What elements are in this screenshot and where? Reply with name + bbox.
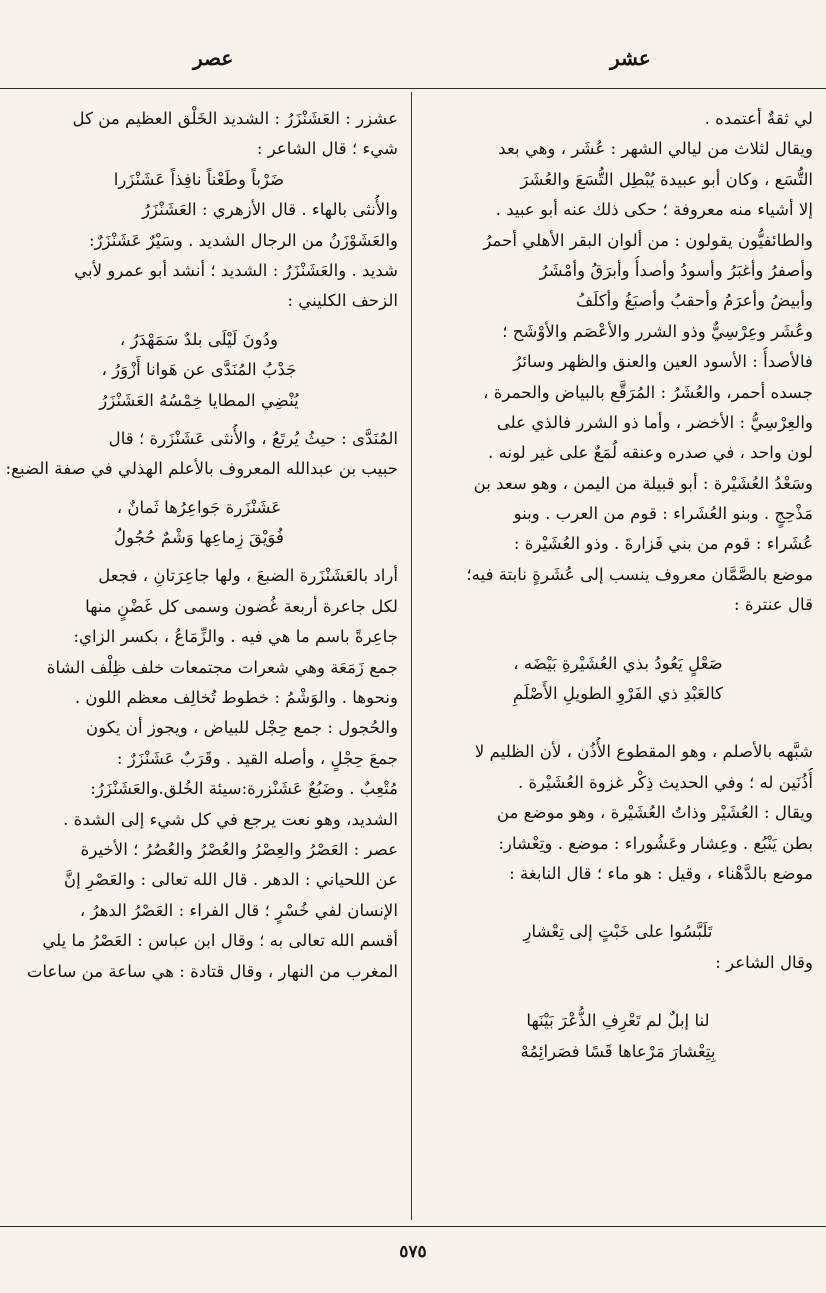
text-line: موضع بالدَّهْناء ، وقيل : هو ماء ؛ قال النابغة : [509, 863, 813, 883]
text-line: وأبيضُ وأعرَمُ وأحقبُ وأصبَغُ وأكلَفُ [576, 291, 813, 311]
verse-line: فُوَيْقَ زِماعِها وَشْمٌ حُجُولُ [114, 528, 284, 548]
entry-line: عصر : العَصْرُ والعِصْرُ والعُصْرُ والعُصُرُ ؛ الأخيرة [80, 839, 398, 859]
text-line: شيء ؛ قال الشاعر : [256, 139, 398, 159]
verse-spacer [0, 485, 398, 493]
page-number: ٥٧٥ [399, 1242, 427, 1262]
text-line: وعُشَر وعِرْسِيٌّ وذو الشرر والأعْصَم والأوْشَح ؛ [502, 321, 813, 341]
text-line: بطن يَنْبُع . وعِشار وعَشُوراء : موضع . وتِعْشار: [498, 833, 813, 853]
verse-line: ضَرْباً وطَعْناً نافِذاً عَشَنْزَرا [113, 169, 285, 189]
text-line: موضع بالصَّمَّان معروف ينسب إلى عُشَرةٍ نابتة فيه؛ [466, 564, 813, 584]
verse-line: بِتِعْشارَ مَرْعاها قَسًا فصَرائِمُهْ [520, 1041, 716, 1061]
text-line: ويقال لثلاث من ليالي الشهر : عُشَر ، وهي بعد [498, 139, 813, 159]
text-line: الإنسان لفي خُسْرٍ ؛ قال الفراء : العَصْرُ الدهرُ ، [79, 900, 398, 920]
text-line: وأصفرُ وأغبَرُ وأسودُ وأصدأُ وأبرَقُ وأمْشَرُ [539, 260, 813, 280]
verse-spacer [423, 709, 813, 737]
verse-spacer [0, 416, 398, 424]
text-line: والحُجول : جمع حِجْل للبياض ، ويجوز أن يكون [85, 718, 398, 738]
text-line: شبَّهه بالأصلم ، وهو المقطوع الأُذُن ، لأن الظليم لا [474, 742, 813, 762]
verse-line: ودُونَ لَيْلَى بلدٌ سَمَهْدَرُ ، [119, 329, 279, 349]
text-line: الزحف الكليني : [287, 291, 398, 311]
text-line: المُنَدَّى : حيثُ يُرتَعُ ، والأُنثى عَشَنْزَرة ؛ قال [108, 428, 398, 448]
right-column [423, 104, 813, 1219]
header-right-word: عشر [610, 46, 651, 70]
text-line: أقسم الله تعالى به ؛ وقال ابن عباس : العَصْرُ ما يلي [42, 931, 398, 951]
header-left-word: عصر [193, 46, 234, 70]
text-line: حبيب بن عبدالله المعروف بالأعلم الهذلي في صفة الضبع: [5, 459, 398, 479]
verse-line: جَدْبُ المُنَدَّى عن هَوانا أَزْوَرُ ، [101, 360, 297, 380]
text-line: وقال الشاعر : [715, 952, 813, 972]
bottom-rule [0, 1226, 826, 1227]
text-line: مَذْحِجٍ . وبنو العُشَراء : قوم من العرب . وبنو [513, 504, 813, 524]
verse-line: يُنْضِي المطايا خِمْسُهُ العَشَنْزَرُ [99, 390, 299, 410]
verse-spacer [0, 553, 398, 561]
verse-line: تَلَبَّسُوا على خَبْتٍ إلى تِعْشارِ [523, 922, 713, 942]
text-line: شديد . والعَشَنْزَرُ : الشديد ؛ أنشد أبو عمرو لأبي [74, 260, 398, 280]
text-line: والعِرْسِيُّ : الأخضر ، وأما ذو الشرر فالذي على [496, 412, 813, 432]
verse-line: صَعْلٍ يَعُودُ بذي العُشَيْرةِ بَيْضَه ، [513, 653, 723, 673]
verse-spacer [423, 978, 813, 1006]
text-line: جمع زَمَعَة وهي شعرات مجتمعات خلف ظِلْف الشاة [46, 657, 398, 677]
text-line: والأُنثى بالهاء . قال الأزهري : العَشَنْزَرُ [142, 200, 398, 220]
text-line: الشديد، وهو نعت يرجع في كل شيء إلى الشدة . [63, 809, 398, 829]
text-line: أُذُنَين له ؛ وفي الحديث ذِكْر غزوة العُشَيْرة . [517, 772, 813, 792]
verse-spacer [0, 317, 398, 325]
verse-line: كالعَبْدِ ذي الفَرْوِ الطويلِ الأَصْلَمِ [512, 684, 724, 704]
text-line: عن اللحياني : الدهر . قال الله تعالى : والعَصْرِ إنَّ [63, 870, 398, 890]
text-line: التُّسَع ، وكان أبو عبيدة يُبْطِل التُّسَعَ والعُشَرَ [520, 169, 813, 189]
text-line: أراد بالعَشَنْزَرة الضبعَ ، ولها جاعِرَتانِ ، فجعل [98, 566, 398, 586]
text-line: إلا أشياء منه معروفة ؛ حكى ذلك عنه أبو عبيد . [495, 200, 813, 220]
verse-spacer [423, 889, 813, 917]
text-line: ونحوها . والوَشْمُ : خطوط تُخالِف معظم اللون . [74, 688, 398, 708]
text-line: ويقال : العُشَيْر وذاتُ العُشَيْرة ، وهو موضع من [496, 803, 813, 823]
verse-line: لنا إبلٌ لم تَعْرِفِ الذُّعْرَ بَيْنَها [526, 1011, 710, 1031]
text-line: قال عنترة : [734, 595, 813, 615]
text-line: جمعَ حِجْلٍ ، وأصله القيد . وقَرَبٌ عَشَنْزَرٌ : [116, 748, 398, 768]
text-line: والعَشَوْزَنُ من الرجال الشديد . وسَيْرٌ عَشَنْزَرٌ: [89, 230, 398, 250]
text-line: جسده أحمر، والعُشَرُ : المُرَقَّع بالبياض والحمرة ، [483, 382, 813, 402]
verse-line: عَشَنْزَرة جَواعِرُها ثَمانٌ ، [116, 497, 282, 517]
text-line: مُتْعِبٌ . وضَبُعٌ عَشَنْزرة:سيئة الخُلق.والعَشَنْزَرُ: [90, 779, 398, 799]
text-line: فالأصدأُ : الأسود العين والعنق والظهر وسائرُ [513, 352, 813, 372]
verse-spacer [423, 621, 813, 649]
text-line: المغرب من النهار ، وقال قتادة : هي ساعة من ساعات [26, 961, 398, 981]
text-line: عُشَراء : قوم من بني فَزارةَ . وذو العُشَيْرة : [513, 534, 813, 554]
left-column [0, 104, 398, 1219]
column-divider [411, 92, 412, 1220]
text-line: وسَعْدُ العُشَيْرة : أبو قبيلة من اليمن ، وهو سعد بن [473, 473, 813, 493]
text-line: والطائفيُّون يقولون : من ألوان البقر الأهلي أحمرُ [483, 230, 813, 250]
text-line: لكل جاعرة أربعة غُضون وسمى كل غَضْنٍ منها [85, 596, 398, 616]
text-line: لي ثقةٌ أعتمده . [704, 109, 813, 128]
entry-line: عشزر : العَشَنْزَرُ : الشديد الخَلْق العظيم من كل [72, 109, 398, 128]
text-line: لون واحد ، في صدره وعنقه لُمَعٌ على غير لونه . [488, 443, 813, 463]
text-line: جاعِرةً باسم ما هي فيه . والزِّمَاعُ ، بكسر الزاي: [73, 627, 398, 647]
top-rule [0, 88, 826, 89]
